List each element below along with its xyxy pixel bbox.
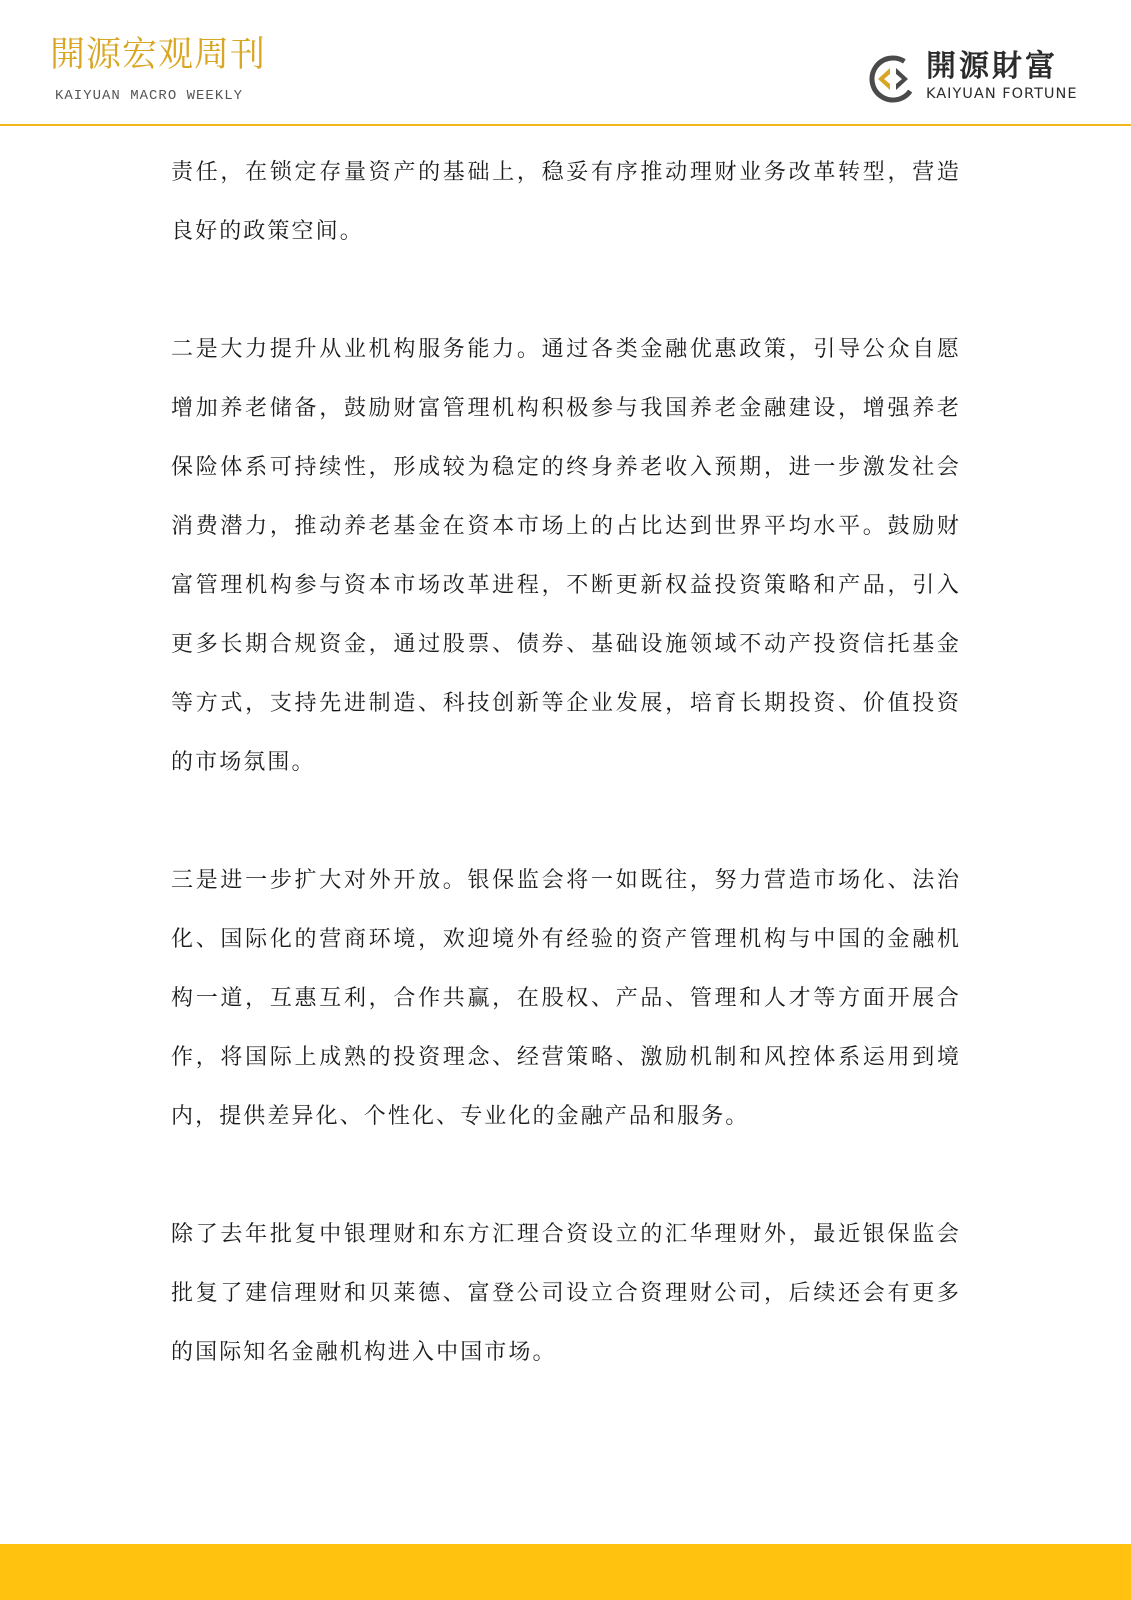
paragraph-2: 二是大力提升从业机构服务能力。通过各类金融优惠政策，引导公众自愿增加养老储备，鼓励财富管理机构积极参与我国养老金融建设，增强养老保险体系可持续性，形成较为稳定的终身养老收入预期，进一步激发社会消费潜力，推动养老基金在资本市场上的占比达到世界平均水平。鼓励财富管理机构参与资本市场改革进程，不断更新权益投资策略和产品，引入更多长期合规资金，通过股票、债券、基础设施领域不动产投资信托基金等方式，支持先进制造、科技创新等企业发展，培育长期投资、价值投资的市场氛围。 <box>171 337 961 775</box>
logo-name-cn: 開源財富 <box>926 49 1058 84</box>
publication-title: 開源宏观周刊 <box>50 35 267 75</box>
kaiyuan-fortune-logo <box>868 50 1108 106</box>
kaiyuan-logo-icon <box>868 54 918 104</box>
publication-subtitle: KAIYUAN MACRO WEEKLY <box>55 88 244 104</box>
paragraph-1: 责任，在锁定存量资产的基础上，稳妥有序推动理财业务改革转型，营造良好的政策空间。 <box>171 160 961 244</box>
paragraph-4: 除了去年批复中银理财和东方汇理合资设立的汇华理财外，最近银保监会批复了建信理财和贝莱德、富登公司设立合资理财公司，后续还会有更多的国际知名金融机构进入中国市场。 <box>171 1222 961 1365</box>
header-divider <box>0 124 1131 126</box>
footer-bar <box>0 1544 1131 1600</box>
article-body <box>171 143 961 1382</box>
logo-name-en: KAIYUAN FORTUNE <box>926 86 1078 102</box>
paragraph-3: 三是进一步扩大对外开放。银保监会将一如既往，努力营造市场化、法治化、国际化的营商环境，欢迎境外有经验的资产管理机构与中国的金融机构一道，互惠互利，合作共赢，在股权、产品、管理和人才等方面开展合作，将国际上成熟的投资理念、经营策略、激励机制和风控体系运用到境内，提供差异化、个性化、专业化的金融产品和服务。 <box>171 868 961 1129</box>
page-header <box>0 0 1131 126</box>
